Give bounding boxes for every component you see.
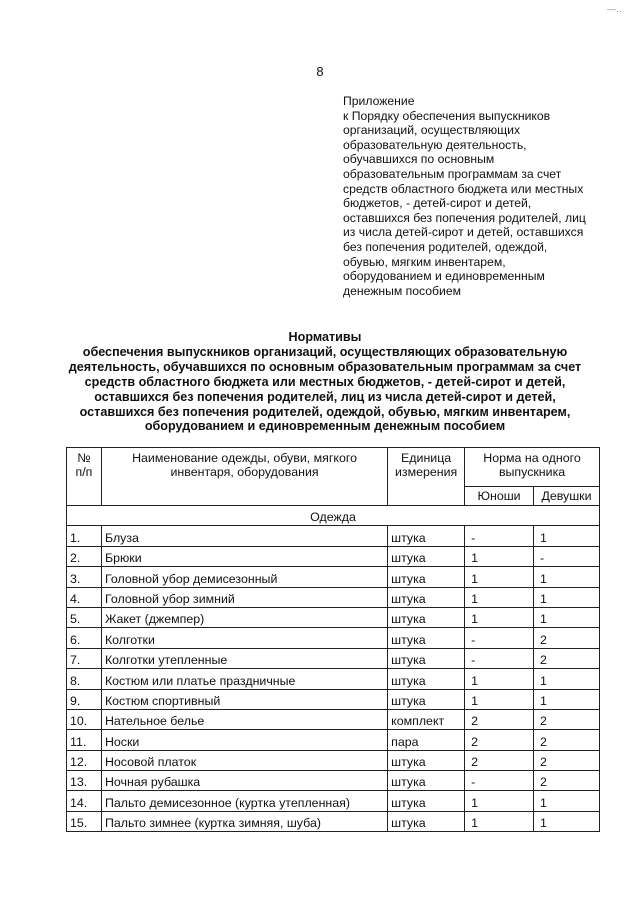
appendix-line: денежным пособием — [343, 283, 462, 298]
appendix-line: средств областного бюджета или местных — [343, 181, 584, 196]
table-row — [67, 771, 600, 791]
row-number: 11. — [67, 730, 102, 750]
norm-boys: 1 — [465, 811, 534, 831]
row-number: 7. — [67, 648, 102, 668]
norm-boys: - — [465, 771, 534, 791]
norm-girls: 1 — [534, 669, 600, 689]
corner-mark: —‥ — [606, 4, 622, 14]
norm-girls: 2 — [534, 771, 600, 791]
row-number: 15. — [67, 811, 102, 831]
norm-girls: 1 — [534, 567, 600, 587]
item-name: Носки — [101, 730, 387, 750]
appendix-line: образовательную деятельность, — [343, 137, 527, 152]
row-number: 2. — [67, 546, 102, 566]
norm-girls: 1 — [534, 526, 600, 546]
item-name: Пальто зимнее (куртка зимняя, шуба) — [101, 811, 387, 831]
title-line: Нормативы — [288, 330, 362, 344]
table-row — [67, 791, 600, 811]
norm-girls: 1 — [534, 607, 600, 627]
item-name: Костюм спортивный — [101, 689, 387, 709]
item-unit: штука — [388, 567, 465, 587]
appendix-line: организаций, осуществляющих — [343, 123, 521, 138]
norm-girls: 1 — [534, 689, 600, 709]
table-row — [67, 730, 600, 750]
table-row — [67, 587, 600, 607]
norm-boys: 1 — [465, 587, 534, 607]
item-unit: комплект — [388, 709, 465, 729]
norm-boys: 2 — [465, 750, 534, 770]
table-row — [67, 669, 600, 689]
header-norm: Норма на одного выпускника — [465, 448, 600, 487]
norm-boys: 1 — [465, 607, 534, 627]
norm-boys: 1 — [465, 689, 534, 709]
title-line: средств областного бюджета или местных бюджетов, - детей-сирот и детей, — [84, 374, 566, 389]
table-row — [67, 628, 600, 648]
table-row — [67, 526, 600, 546]
item-name: Костюм или платье праздничные — [101, 669, 387, 689]
row-number: 8. — [67, 669, 102, 689]
norm-girls: 2 — [534, 709, 600, 729]
norm-boys: - — [465, 628, 534, 648]
item-unit: штука — [388, 811, 465, 831]
table-row — [67, 546, 600, 566]
norms-table — [66, 447, 600, 832]
header-boys: Юноши — [465, 487, 534, 506]
appendix-line: оставшихся без попечения родителей, лиц — [343, 210, 586, 225]
row-number: 10. — [67, 709, 102, 729]
norm-boys: - — [465, 648, 534, 668]
norm-boys: - — [465, 526, 534, 546]
item-unit: штука — [388, 750, 465, 770]
item-unit: штука — [388, 689, 465, 709]
table-row — [67, 607, 600, 627]
item-name: Блуза — [101, 526, 387, 546]
appendix-line: бюджетов, - детей-сирот и детей, — [343, 196, 532, 211]
appendix-line: к Порядку обеспечения выпускников — [343, 108, 551, 123]
row-number: 12. — [67, 750, 102, 770]
item-unit: пара — [388, 730, 465, 750]
appendix-line: обувью, мягким инвентарем, — [343, 254, 506, 269]
norm-girls: 2 — [534, 628, 600, 648]
norm-girls: - — [534, 546, 600, 566]
table-row — [67, 648, 600, 668]
document-title — [60, 330, 590, 434]
title-line: оборудованием и единовременным денежным пособием — [144, 419, 506, 434]
appendix-line: Приложение — [343, 94, 415, 108]
appendix-line: обучавшихся по основным — [343, 152, 495, 167]
row-number: 3. — [67, 567, 102, 587]
header-unit: Единица измерения — [388, 448, 465, 506]
item-unit: штука — [388, 771, 465, 791]
item-unit: штука — [388, 648, 465, 668]
row-number: 14. — [67, 791, 102, 811]
title-line: оставшихся без попечения родителей, одеждой, обувью, мягким инвентарем, — [79, 404, 571, 419]
appendix-line: без попечения родителей, одеждой, — [343, 239, 548, 254]
title-line: обеспечения выпускников организаций, осуществляющих образовательную — [82, 344, 568, 359]
norm-boys: 2 — [465, 730, 534, 750]
section-label: Одежда — [67, 506, 600, 526]
row-number: 9. — [67, 689, 102, 709]
item-name: Носовой платок — [101, 750, 387, 770]
page-number: 8 — [316, 64, 324, 79]
row-number: 13. — [67, 771, 102, 791]
table-row — [67, 709, 600, 729]
item-name: Жакет (джемпер) — [101, 607, 387, 627]
header-girls: Девушки — [534, 487, 600, 506]
table-row — [67, 750, 600, 770]
item-unit: штука — [388, 546, 465, 566]
norm-boys: 1 — [465, 546, 534, 566]
appendix-line: образовательным программам за счет — [343, 166, 562, 181]
section-row — [67, 506, 600, 526]
norm-girls: 1 — [534, 587, 600, 607]
item-name: Нательное белье — [101, 709, 387, 729]
norm-boys: 1 — [465, 791, 534, 811]
item-unit: штука — [388, 607, 465, 627]
norm-boys: 1 — [465, 669, 534, 689]
item-unit: штука — [388, 628, 465, 648]
item-name: Головной убор демисезонный — [101, 567, 387, 587]
item-name: Колготки утепленные — [101, 648, 387, 668]
item-name: Брюки — [101, 546, 387, 566]
row-number: 1. — [67, 526, 102, 546]
item-unit: штука — [388, 669, 465, 689]
norm-girls: 2 — [534, 648, 600, 668]
appendix-note — [343, 94, 613, 298]
title-line: оставшихся без попечения родителей, лиц из числа детей-сирот и детей, — [94, 389, 556, 404]
table-row — [67, 567, 600, 587]
appendix-line: из числа детей-сирот и детей, оставшихся — [343, 225, 584, 240]
norm-boys: 1 — [465, 567, 534, 587]
row-number: 4. — [67, 587, 102, 607]
item-name: Колготки — [101, 628, 387, 648]
item-unit: штука — [388, 526, 465, 546]
item-unit: штука — [388, 791, 465, 811]
title-line: деятельность, обучавшихся по основным образовательным программам за счет — [68, 359, 582, 374]
header-name: Наименование одежды, обуви, мягкого инвентаря, оборудования — [101, 448, 387, 506]
table-row — [67, 811, 600, 831]
appendix-line: оборудованием и единовременным — [343, 269, 545, 284]
norm-girls: 2 — [534, 730, 600, 750]
item-unit: штука — [388, 587, 465, 607]
table-row — [67, 689, 600, 709]
norm-boys: 2 — [465, 709, 534, 729]
norm-girls: 1 — [534, 791, 600, 811]
item-name: Ночная рубашка — [101, 771, 387, 791]
item-name: Пальто демисезонное (куртка утепленная) — [101, 791, 387, 811]
item-name: Головной убор зимний — [101, 587, 387, 607]
row-number: 6. — [67, 628, 102, 648]
norm-girls: 2 — [534, 750, 600, 770]
row-number: 5. — [67, 607, 102, 627]
header-number: № п/п — [67, 448, 102, 506]
norm-girls: 1 — [534, 811, 600, 831]
